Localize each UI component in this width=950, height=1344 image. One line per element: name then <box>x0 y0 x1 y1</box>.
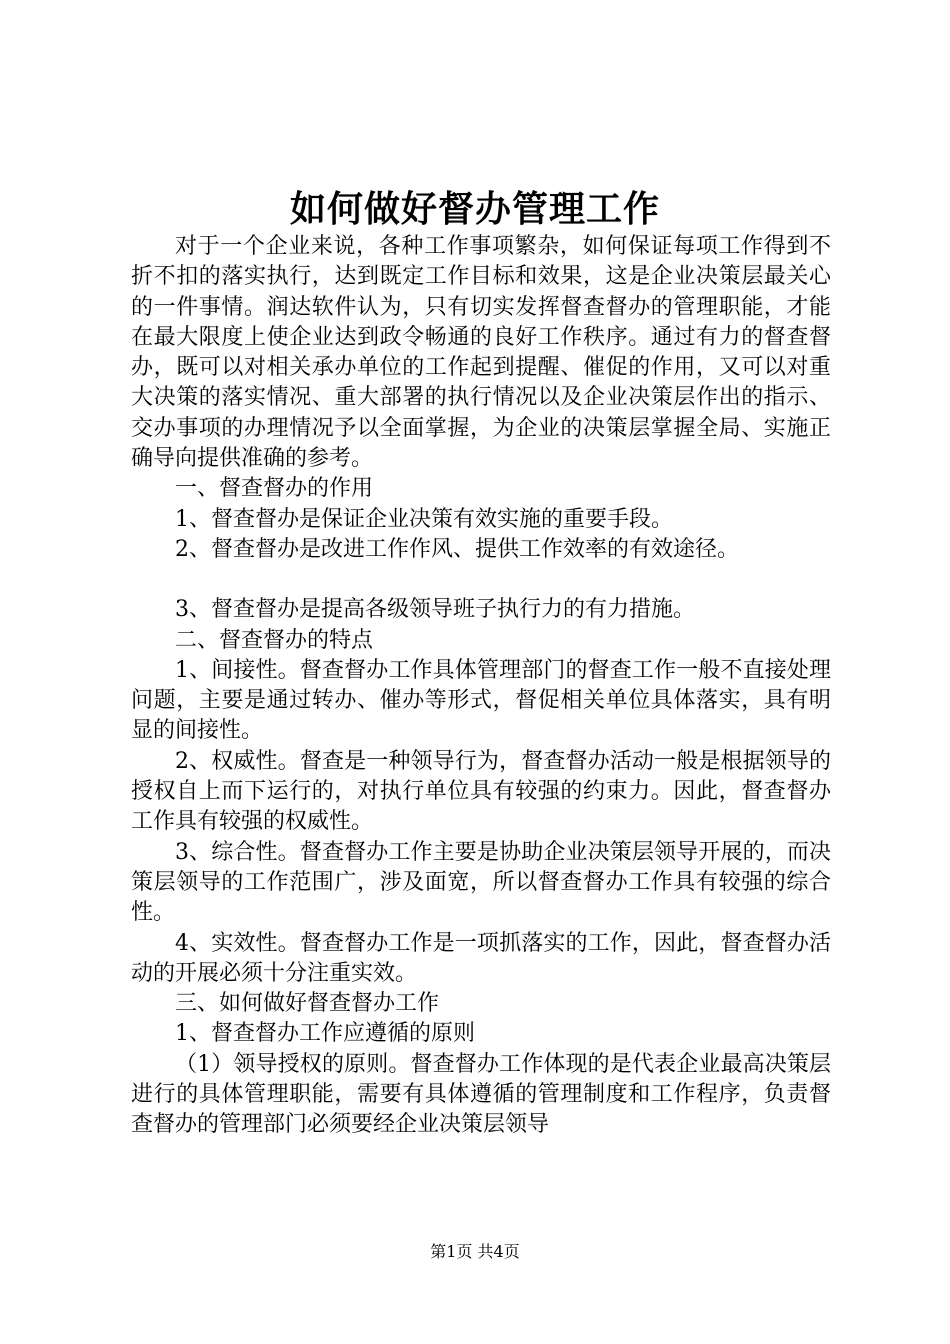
list-item: 1、督查督办是保证企业决策有效实施的重要手段。 <box>175 506 673 532</box>
list-item: 2、督查督办是改进工作作风、提供工作效率的有效途径。 <box>175 536 739 562</box>
section-heading-3: 三、如何做好督查督办工作 <box>175 991 440 1017</box>
list-item: （1）领导授权的原则。督查督办工作体现的是代表企业最高决策层进行的具体管理职能，需要有具体遵循的管理制度和工作程序，负责督查督办的管理部门必须要经企业决策层领导 <box>131 1051 831 1138</box>
section-heading-1: 一、督查督办的作用 <box>175 476 374 502</box>
section-heading-2: 二、督查督办的特点 <box>175 627 374 653</box>
list-item: 3、督查督办是提高各级领导班子执行力的有力措施。 <box>175 597 695 623</box>
sub-heading: 1、督查督办工作应遵循的原则 <box>175 1021 475 1047</box>
blank-line <box>131 565 831 595</box>
intro-paragraph: 对于一个企业来说，各种工作事项繁杂，如何保证每项工作得到不折不扣的落实执行，达到既定工作目标和效果，这是企业决策层最关心的一件事情。润达软件认为，只有切实发挥督查督办的管理职能，才能在最大限度上使企业达到政令畅通的良好工作秩序。通过有力的督查督办，既可以对相关承办单位的工作起到提醒、催促的作用，又可以对重大决策的落实情况、重大部署的执行情况以及企业决策层作出的指示、交办事项的办理情况予以全面掌握，为企业的决策层掌握全局、实施正确导向提供准确的参考。 <box>131 234 831 472</box>
list-item: 3、综合性。督查督办工作主要是协助企业决策层领导开展的，而决策层领导的工作范围广，涉及面宽，所以督查督办工作具有较强的综合性。 <box>131 839 831 926</box>
list-item: 4、实效性。督查督办工作是一项抓落实的工作，因此，督查督办活动的开展必须十分注重实效。 <box>131 930 831 986</box>
page-footer: 第1页 共4页 <box>430 1242 520 1261</box>
document-title: 如何做好督办管理工作 <box>289 188 660 230</box>
list-item: 1、间接性。督查督办工作具体管理部门的督查工作一般不直接处理问题，主要是通过转办、催办等形式，督促相关单位具体落实，具有明显的间接性。 <box>131 657 831 744</box>
list-item: 2、权威性。督查是一种领导行为，督查督办活动一般是根据领导的授权自上而下运行的，对执行单位具有较强的约束力。因此，督查督办工作具有较强的权威性。 <box>131 748 831 835</box>
document-body <box>131 232 831 1141</box>
